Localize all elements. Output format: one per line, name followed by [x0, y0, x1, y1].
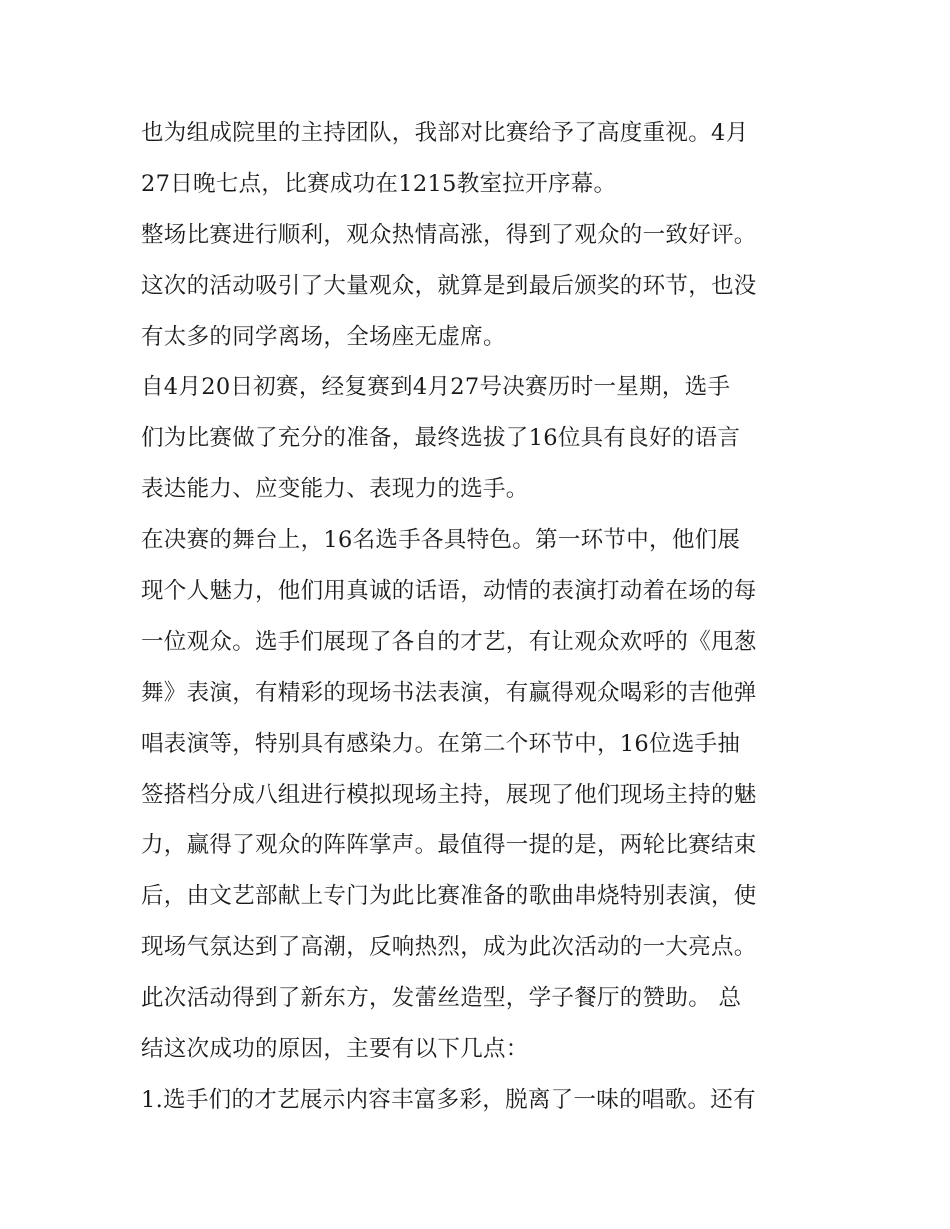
text-line: 整场比赛进行顺利，观众热情高涨，得到了观众的一致好评。 [141, 221, 757, 248]
text-line: 27日晚七点，比赛成功在1215教室拉开序幕。 [141, 170, 617, 197]
text-line: 也为组成院里的主持团队，我部对比赛给予了高度重视。4月 [141, 120, 749, 146]
text-line: 力，赢得了观众的阵阵掌声。最值得一提的是，两轮比赛结束 [141, 832, 757, 859]
text-line: 表达能力、应变能力、表现力的选手。 [141, 476, 529, 503]
text-line: 自4月20日初赛，经复赛到4月27号决赛历时一星期，选手 [141, 374, 731, 401]
text-line: 现个人魅力，他们用真诚的话语，动情的表演打动着在场的每 [141, 578, 757, 605]
body-text [141, 108, 821, 1126]
text-line: 们为比赛做了充分的准备，最终选拔了16位具有良好的语言 [141, 425, 741, 452]
text-line: 有太多的同学离场，全场座无虚席。 [141, 323, 506, 350]
text-line: 后，由文艺部献上专门为此比赛准备的歌曲串烧特别表演，使 [141, 883, 757, 910]
text-line: 1.选手们的才艺展示内容丰富多彩，脱离了一味的唱歌。还有 [141, 1086, 756, 1113]
text-line: 一位观众。选手们展现了各自的才艺，有让观众欢呼的《甩葱 [141, 628, 757, 655]
text-line: 唱表演等，特别具有感染力。在第二个环节中，16位选手抽 [141, 730, 741, 757]
text-line: 在决赛的舞台上，16名选手各具特色。第一环节中，他们展 [141, 527, 741, 554]
text-line: 现场气氛达到了高潮，反响热烈，成为此次活动的一大亮点。 [141, 934, 757, 961]
text-line: 舞》表演，有精彩的现场书法表演，有赢得观众喝彩的吉他弹 [141, 679, 757, 706]
text-line: 此次活动得到了新东方，发蕾丝造型，学子餐厅的赞助。 总 [141, 985, 742, 1012]
text-line: 结这次成功的原因，主要有以下几点： [141, 1036, 529, 1063]
text-line: 签搭档分成八组进行模拟现场主持，展现了他们现场主持的魅 [141, 781, 757, 808]
text-line: 这次的活动吸引了大量观众，就算是到最后颁奖的环节，也没 [141, 272, 757, 299]
